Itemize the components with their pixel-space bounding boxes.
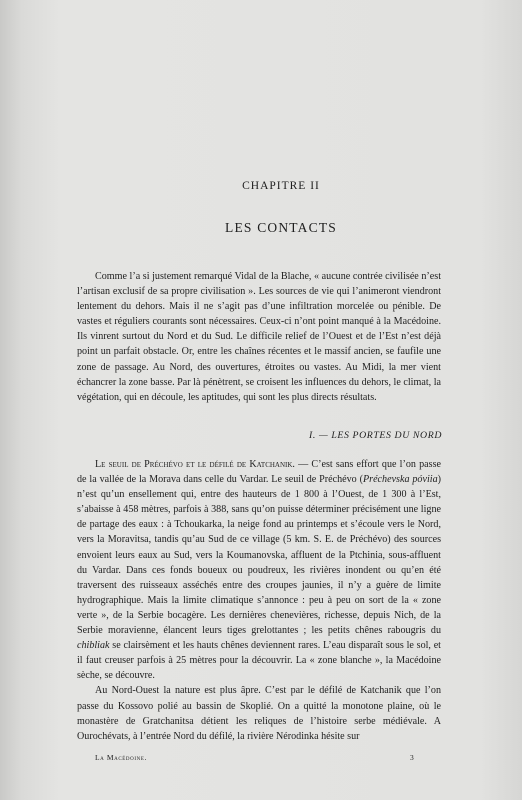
section-heading: I. — LES PORTES DU NORD	[309, 430, 442, 441]
signature-mark: 3	[410, 753, 414, 762]
intro-paragraph-block	[77, 269, 441, 405]
intro-paragraph: Comme l’a si justement remarqué Vidal de la Blache, « aucune contrée civilisée n’est l’artisan exclusif de sa propre civilisation ». Les sources de vie qui l’animeront viendront lentement du dehors. Mais il ne s’agit pas d’une infiltration morcelée ou pénible. De vastes et réguliers courants sont nécessaires. Ceux-ci n’ont point manqué à la Macédoine. Ils vinrent surtout du Nord et du Sud. Le difficile relief de l’Ouest et de l’Est n’est déjà point un parfait obstacle. Or, entre les chaînes récentes et le massif ancien, se faufile une zone de passage. Au Nord, des ouvertures, étroites ou vastes. Au Midi, la mer vient échancrer la zone basse. Par là pénètrent, se croisent les influences du dehors, le climat, la végétation, qui en découle, les aptitudes, qui sont les plus directs résultats.	[77, 271, 441, 403]
italic-term: chibliak	[77, 640, 110, 652]
paragraph-text: — C’est sans effort que l’on passe de la vallée de la Morava dans celle du Vardar. Le seuil de Préchévo (	[77, 459, 441, 486]
paragraph-text: ) n’est qu’un ensellement qui, entre des hauteurs de 1 800 à l’Ouest, de 1 300 à l’Est, s’abaisse à 458 mètres, parfois à 388, sans qu’on puisse déterminer précisément une ligne de partage des eaux : à Tchoukarka, la neige fond au printemps et s’écoule vers le Nord, vers la Moravitsa, tandis qu’au Sud de ce village (5 km. S. E. de Préchévo) des sources envoient leurs eaux au Sud, vers la Koumanovska, affluent de la Ptchinia, sous-affluent du Vardar. Dans ces fonds boueux ou poudreux, les rivières inondent ou qu’en été traversent des ruisseaux asséchés entre des croupes jaunies, il n’y a guère de limite hydrographique. Mais la limite climatique s’annonce : peu à peu on sort de la « zone verte », de la Serbie bocagère. Les dernières chenevières, richesse, depuis Nich, de la Serbie moravienne, élancent leurs tiges grelottantes ; les petits chênes rabougris du	[77, 474, 441, 637]
paragraph-lead: Le seuil de Préchévo et le défilé de Katchanik.	[95, 459, 295, 470]
chapter-title: LES CONTACTS	[225, 220, 337, 235]
section-body	[77, 457, 441, 744]
italic-term: Préchevska póviia	[362, 474, 438, 486]
chapter-label: CHAPITRE II	[242, 180, 320, 192]
paragraph-text: se clairsèment et les hauts chênes deviennent rares. L’eau disparaît sous le sol, et il faut creuser parfois à 25 mètres pour la découvrir. La « zone blanche », la Macédoine sèche, se découvre.	[77, 640, 441, 682]
running-title: La Macédoine.	[95, 753, 147, 762]
section-paragraph-2: Au Nord-Ouest la nature est plus âpre. C’est par le défilé de Katchanik que l’on passe du Kossovo polié au bassin de Skoplié. On a quitté la monotone plaine, où le monastère de Gratchanitsa détient les reliques de l’histoire serbe médiévale. A Ourochévats, à l’entrée Nord du défilé, la rivière Nérodinka hésite sur	[77, 685, 441, 742]
section-paragraph-1	[77, 457, 441, 683]
